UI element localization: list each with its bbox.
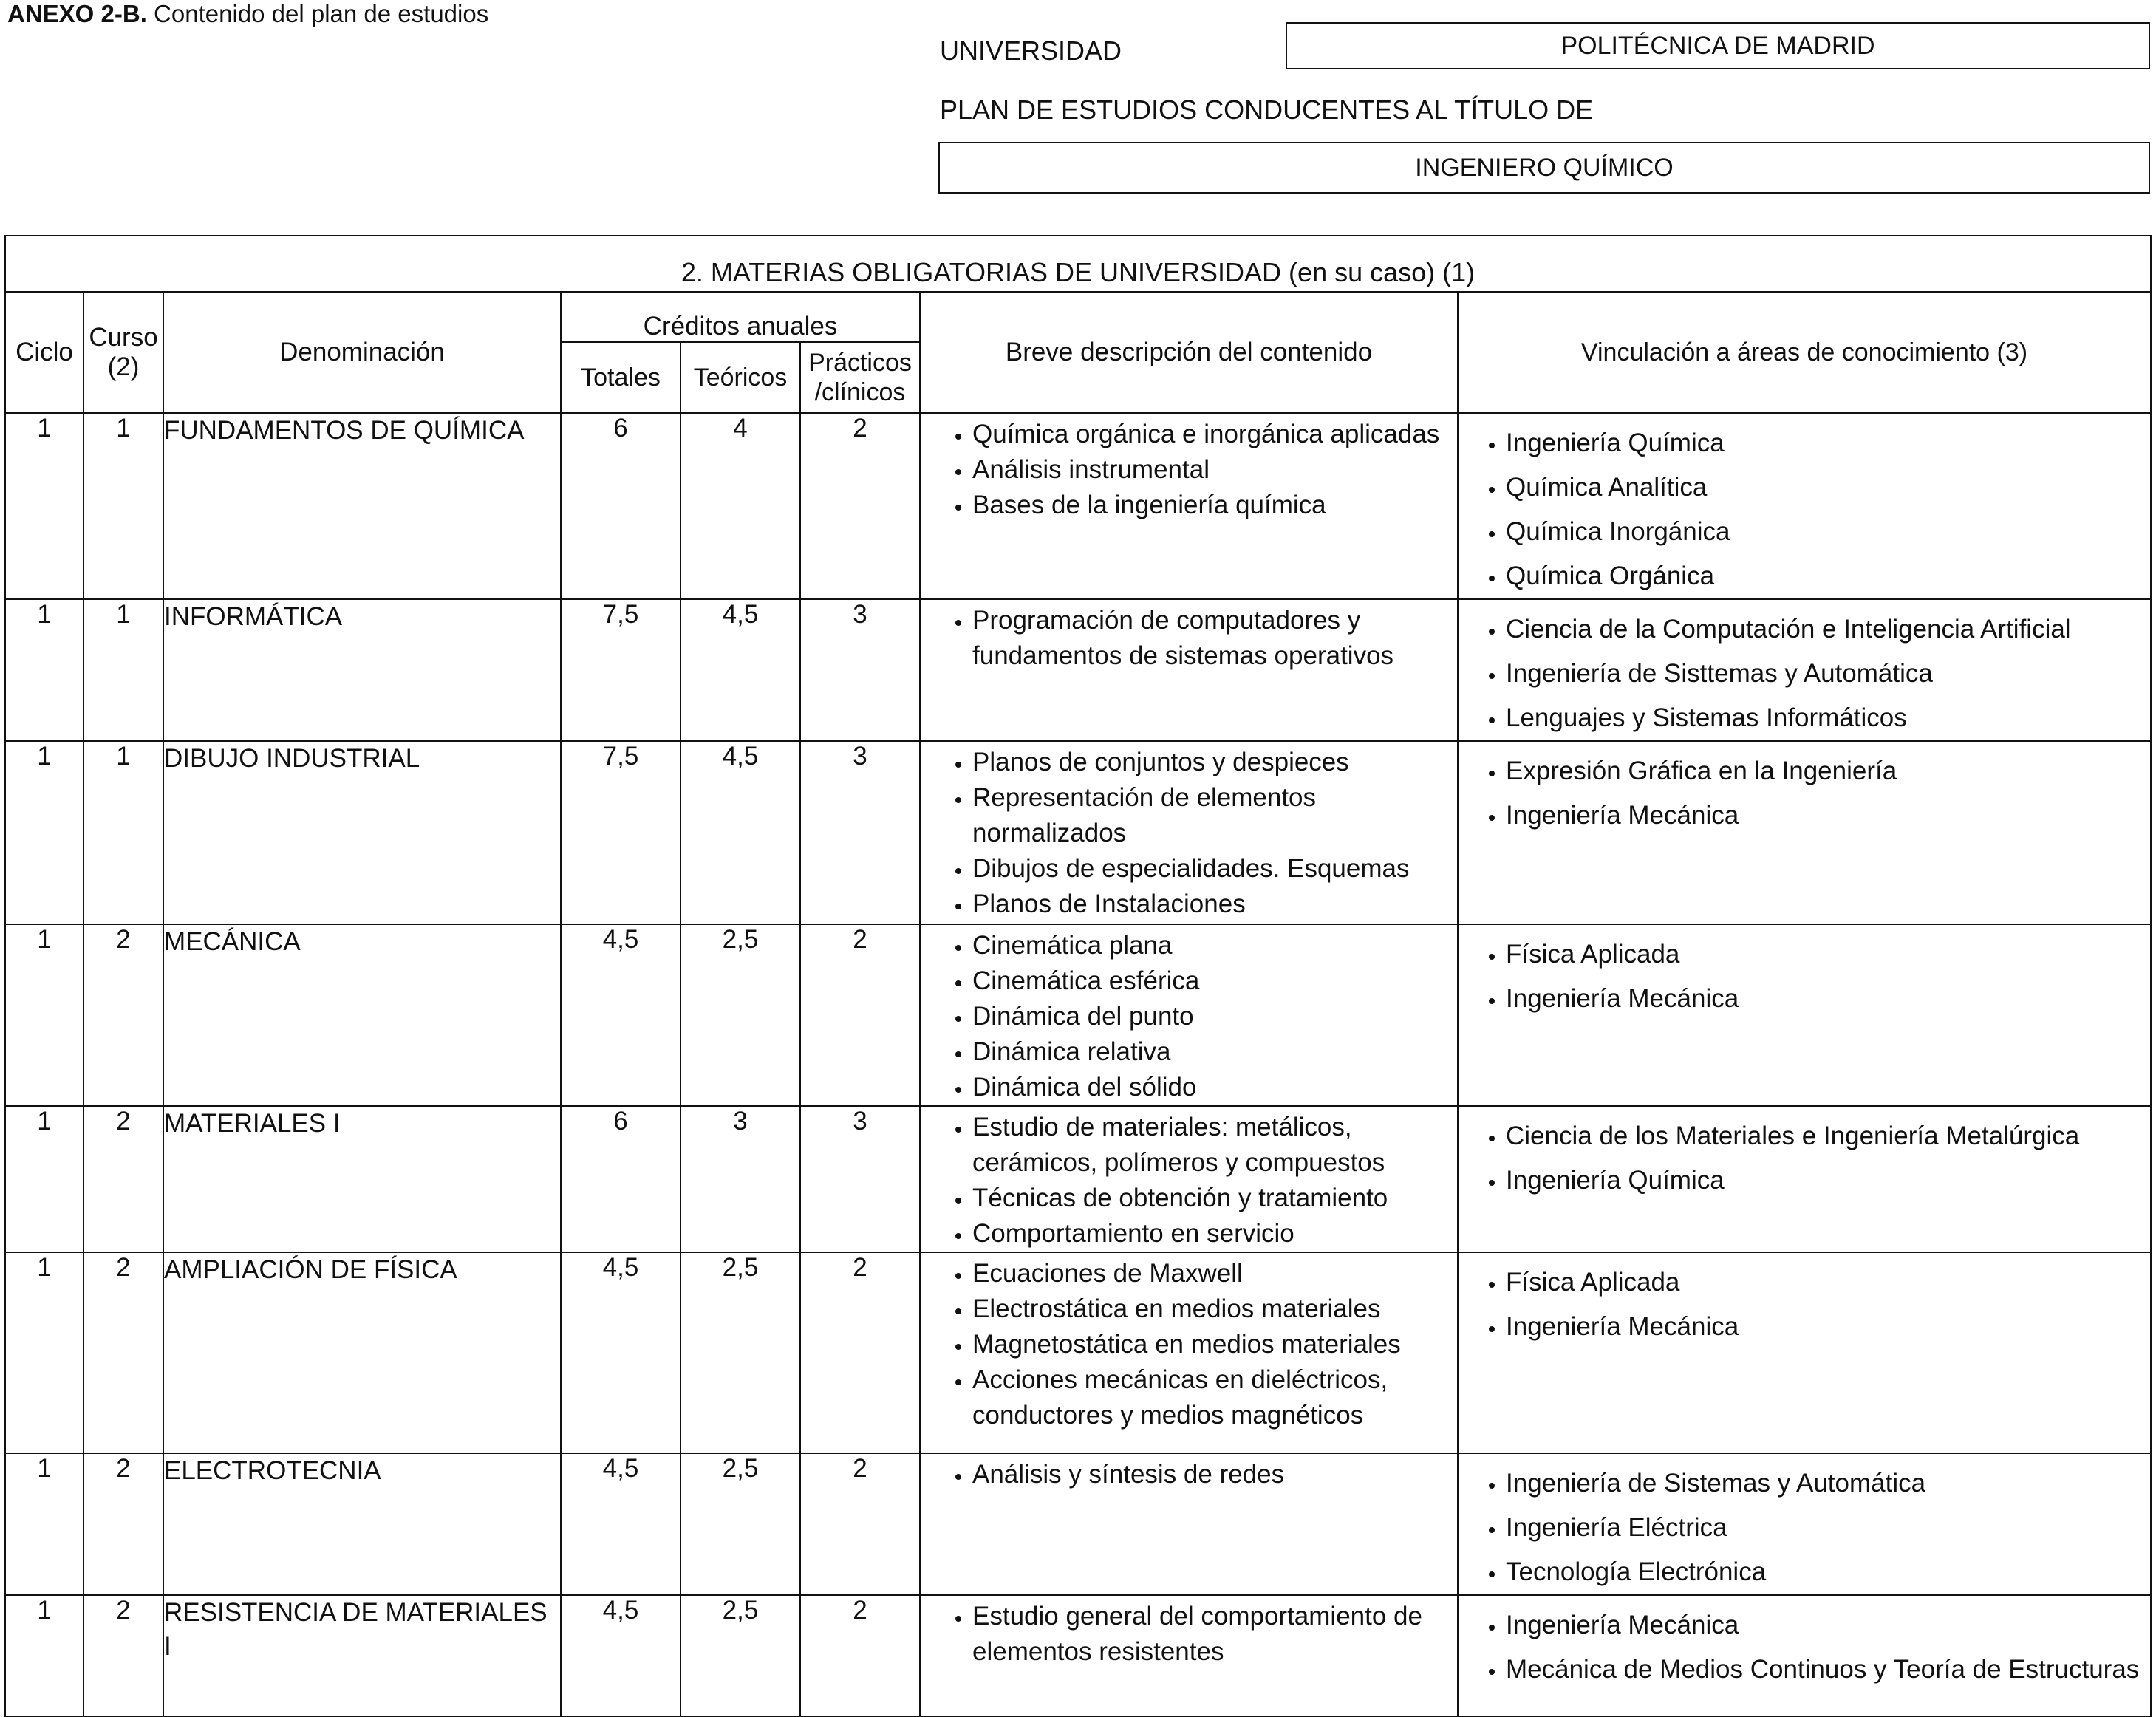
cell-descripcion	[920, 1252, 1458, 1453]
cell-curso: 1	[83, 413, 163, 599]
knowledge-area-item: • Física Aplicada	[1506, 932, 2146, 977]
knowledge-area-item: • Química Orgánica	[1506, 554, 2146, 598]
header-descripcion: Breve descripción del contenido	[920, 292, 1458, 413]
knowledge-area-item: • Ingeniería Mecánica	[1506, 793, 2146, 838]
description-item: • Análisis instrumental	[972, 452, 1453, 488]
header-vinculacion: Vinculación a áreas de conocimiento (3)	[1458, 292, 2151, 413]
header-totales: Totales	[561, 342, 680, 413]
knowledge-area-item: • Lenguajes y Sistemas Informáticos	[1506, 696, 2146, 740]
cell-vinculacion	[1458, 1252, 2151, 1453]
knowledge-area-item: • Ingeniería Eléctrica	[1506, 1506, 2146, 1550]
cell-totales: 4,5	[561, 1595, 680, 1716]
cell-teoricos: 2,5	[680, 1595, 800, 1716]
cell-descripcion	[920, 1453, 1458, 1595]
cell-teoricos: 4,5	[680, 599, 800, 741]
knowledge-area-item: • Tecnología Electrónica	[1506, 1550, 2146, 1594]
table-row	[5, 1252, 2151, 1453]
table-row	[5, 741, 2151, 924]
plan-label: PLAN DE ESTUDIOS CONDUCENTES AL TÍTULO DE	[940, 95, 1594, 125]
cell-practicos: 3	[800, 599, 920, 741]
cell-curso: 2	[83, 1595, 163, 1716]
cell-descripcion	[920, 741, 1458, 924]
cell-ciclo: 1	[5, 1252, 83, 1453]
description-list	[921, 417, 1457, 523]
cell-curso: 1	[83, 599, 163, 741]
cell-teoricos: 2,5	[680, 1252, 800, 1453]
knowledge-area-item: • Química Analítica	[1506, 465, 2146, 510]
cell-denominacion: FUNDAMENTOS DE QUÍMICA	[163, 413, 561, 599]
description-list	[921, 745, 1457, 922]
description-item: • Planos de Instalaciones	[972, 887, 1453, 922]
table-row	[5, 1453, 2151, 1595]
knowledge-area-list	[1459, 607, 2150, 740]
cell-denominacion: DIBUJO INDUSTRIAL	[163, 741, 561, 924]
cell-totales: 4,5	[561, 1252, 680, 1453]
description-item: • Electrostática en medios materiales	[972, 1291, 1453, 1327]
cell-curso: 1	[83, 741, 163, 924]
cell-teoricos: 4,5	[680, 741, 800, 924]
table-row	[5, 1595, 2151, 1716]
annex-heading	[7, 0, 488, 28]
knowledge-area-list	[1459, 1603, 2150, 1692]
header-curso	[83, 292, 163, 413]
description-list	[921, 1256, 1457, 1433]
subjects-table	[4, 235, 2152, 1717]
cell-ciclo: 1	[5, 1106, 83, 1252]
knowledge-area-item: • Ingeniería Química	[1506, 1158, 2146, 1203]
description-list	[921, 1110, 1457, 1252]
cell-descripcion	[920, 1595, 1458, 1716]
cell-ciclo: 1	[5, 413, 83, 599]
table-body	[5, 413, 2151, 1716]
table-row	[5, 413, 2151, 599]
description-item: • Análisis y síntesis de redes	[972, 1457, 1453, 1492]
table-row	[5, 924, 2151, 1106]
knowledge-area-item: • Ingeniería de Sisttemas y Automática	[1506, 652, 2146, 696]
description-item: • Ecuaciones de Maxwell	[972, 1256, 1453, 1291]
cell-practicos: 3	[800, 741, 920, 924]
cell-denominacion: RESISTENCIA DE MATERIALES I	[163, 1595, 561, 1716]
university-box	[1286, 22, 2150, 69]
cell-ciclo: 1	[5, 599, 83, 741]
cell-descripcion	[920, 924, 1458, 1106]
description-item: • Estudio general del comportamiento de elementos resistentes	[972, 1599, 1453, 1670]
cell-teoricos: 4	[680, 413, 800, 599]
header-practicos	[800, 342, 920, 413]
cell-vinculacion	[1458, 413, 2151, 599]
header-teoricos: Teóricos	[680, 342, 800, 413]
knowledge-area-item: • Ingeniería Mecánica	[1506, 1603, 2146, 1648]
knowledge-area-item: • Física Aplicada	[1506, 1260, 2146, 1305]
cell-teoricos: 2,5	[680, 1453, 800, 1595]
description-item: • Técnicas de obtención y tratamiento	[972, 1181, 1453, 1216]
knowledge-area-item: • Ciencia de la Computación e Inteligencia Artificial	[1506, 607, 2146, 652]
cell-curso: 2	[83, 1106, 163, 1252]
cell-practicos: 2	[800, 413, 920, 599]
description-item: • Química orgánica e inorgánica aplicadas	[972, 417, 1453, 452]
cell-vinculacion	[1458, 1106, 2151, 1252]
table-row	[5, 599, 2151, 741]
description-item: • Dinámica del sólido	[972, 1070, 1453, 1105]
knowledge-area-item: • Ciencia de los Materiales e Ingeniería Metalúrgica	[1506, 1114, 2146, 1158]
cell-curso: 2	[83, 1252, 163, 1453]
cell-vinculacion	[1458, 1595, 2151, 1716]
cell-totales: 6	[561, 1106, 680, 1252]
knowledge-area-list	[1459, 932, 2150, 1021]
cell-vinculacion	[1458, 599, 2151, 741]
header-curso-label: Curso	[89, 323, 158, 352]
cell-denominacion: ELECTROTECNIA	[163, 1453, 561, 1595]
cell-ciclo: 1	[5, 741, 83, 924]
description-item: • Dibujos de especialidades. Esquemas	[972, 851, 1453, 887]
knowledge-area-item: • Química Inorgánica	[1506, 510, 2146, 554]
cell-practicos: 2	[800, 1453, 920, 1595]
description-item: • Dinámica relativa	[972, 1034, 1453, 1070]
degree-box	[938, 142, 2150, 194]
description-list	[921, 1599, 1457, 1670]
cell-vinculacion	[1458, 1453, 2151, 1595]
cell-teoricos: 2,5	[680, 924, 800, 1106]
knowledge-area-item: • Ingeniería Mecánica	[1506, 977, 2146, 1021]
header-curso-note: (2)	[107, 352, 140, 381]
knowledge-area-item: • Expresión Gráfica en la Ingeniería	[1506, 749, 2146, 793]
description-item: • Cinemática esférica	[972, 963, 1453, 999]
description-list	[921, 1457, 1457, 1492]
cell-totales: 4,5	[561, 924, 680, 1106]
cell-vinculacion	[1458, 924, 2151, 1106]
knowledge-area-item: • Ingeniería Mecánica	[1506, 1305, 2146, 1349]
description-item: • Dinámica del punto	[972, 999, 1453, 1034]
cell-totales: 4,5	[561, 1453, 680, 1595]
description-item: • Acciones mecánicas en dieléctricos, conductores y medios magnéticos	[972, 1362, 1453, 1433]
cell-totales: 7,5	[561, 741, 680, 924]
cell-practicos: 2	[800, 1252, 920, 1453]
description-item: • Representación de elementos normalizados	[972, 780, 1453, 851]
knowledge-area-item: • Ingeniería Química	[1506, 421, 2146, 465]
university-value: POLITÉCNICA DE MADRID	[1560, 31, 1875, 60]
annex-number: ANEXO 2-B.	[7, 0, 147, 27]
cell-ciclo: 1	[5, 1595, 83, 1716]
cell-ciclo: 1	[5, 1453, 83, 1595]
description-item: • Bases de la ingeniería química	[972, 488, 1453, 523]
cell-ciclo: 1	[5, 924, 83, 1106]
cell-practicos: 3	[800, 1106, 920, 1252]
cell-descripcion	[920, 413, 1458, 599]
description-item: • Comportamiento en servicio	[972, 1216, 1453, 1252]
description-item: • Programación de computadores y fundamentos de sistemas operativos	[972, 603, 1453, 674]
description-item: • Estudio de materiales: metálicos, cerámicos, polímeros y compuestos	[972, 1110, 1453, 1181]
cell-totales: 7,5	[561, 599, 680, 741]
header-practicos-suffix: /clínicos	[814, 378, 906, 406]
cell-vinculacion	[1458, 741, 2151, 924]
description-item: • Magnetostática en medios materiales	[972, 1327, 1453, 1362]
header-ciclo: Ciclo	[5, 292, 83, 413]
university-label: UNIVERSIDAD	[940, 35, 1122, 66]
knowledge-area-list	[1459, 1260, 2150, 1349]
degree-value: INGENIERO QUÍMICO	[1415, 153, 1674, 182]
cell-totales: 6	[561, 413, 680, 599]
table-row	[5, 1106, 2151, 1252]
knowledge-area-list	[1459, 1461, 2150, 1594]
description-item: • Planos de conjuntos y despieces	[972, 745, 1453, 780]
cell-curso: 2	[83, 1453, 163, 1595]
cell-practicos: 2	[800, 924, 920, 1106]
header-practicos-label: Prácticos	[808, 349, 912, 377]
knowledge-area-item: • Mecánica de Medios Continuos y Teoría de Estructuras	[1506, 1648, 2146, 1692]
cell-denominacion: MATERIALES I	[163, 1106, 561, 1252]
cell-curso: 2	[83, 924, 163, 1106]
header-creditos-anuales: Créditos anuales	[561, 292, 920, 342]
cell-denominacion: MECÁNICA	[163, 924, 561, 1106]
cell-practicos: 2	[800, 1595, 920, 1716]
knowledge-area-list	[1459, 421, 2150, 598]
cell-denominacion: INFORMÁTICA	[163, 599, 561, 741]
description-list	[921, 603, 1457, 674]
table-caption: 2. MATERIAS OBLIGATORIAS DE UNIVERSIDAD (en su caso) (1)	[5, 236, 2151, 292]
cell-descripcion	[920, 599, 1458, 741]
description-item: • Cinemática plana	[972, 928, 1453, 963]
knowledge-area-list	[1459, 1114, 2150, 1203]
knowledge-area-list	[1459, 749, 2150, 838]
cell-denominacion: AMPLIACIÓN DE FÍSICA	[163, 1252, 561, 1453]
knowledge-area-item: • Ingeniería de Sistemas y Automática	[1506, 1461, 2146, 1506]
annex-title: Contenido del plan de estudios	[154, 0, 489, 27]
cell-teoricos: 3	[680, 1106, 800, 1252]
header-denominacion: Denominación	[163, 292, 561, 413]
description-list	[921, 928, 1457, 1105]
cell-descripcion	[920, 1106, 1458, 1252]
